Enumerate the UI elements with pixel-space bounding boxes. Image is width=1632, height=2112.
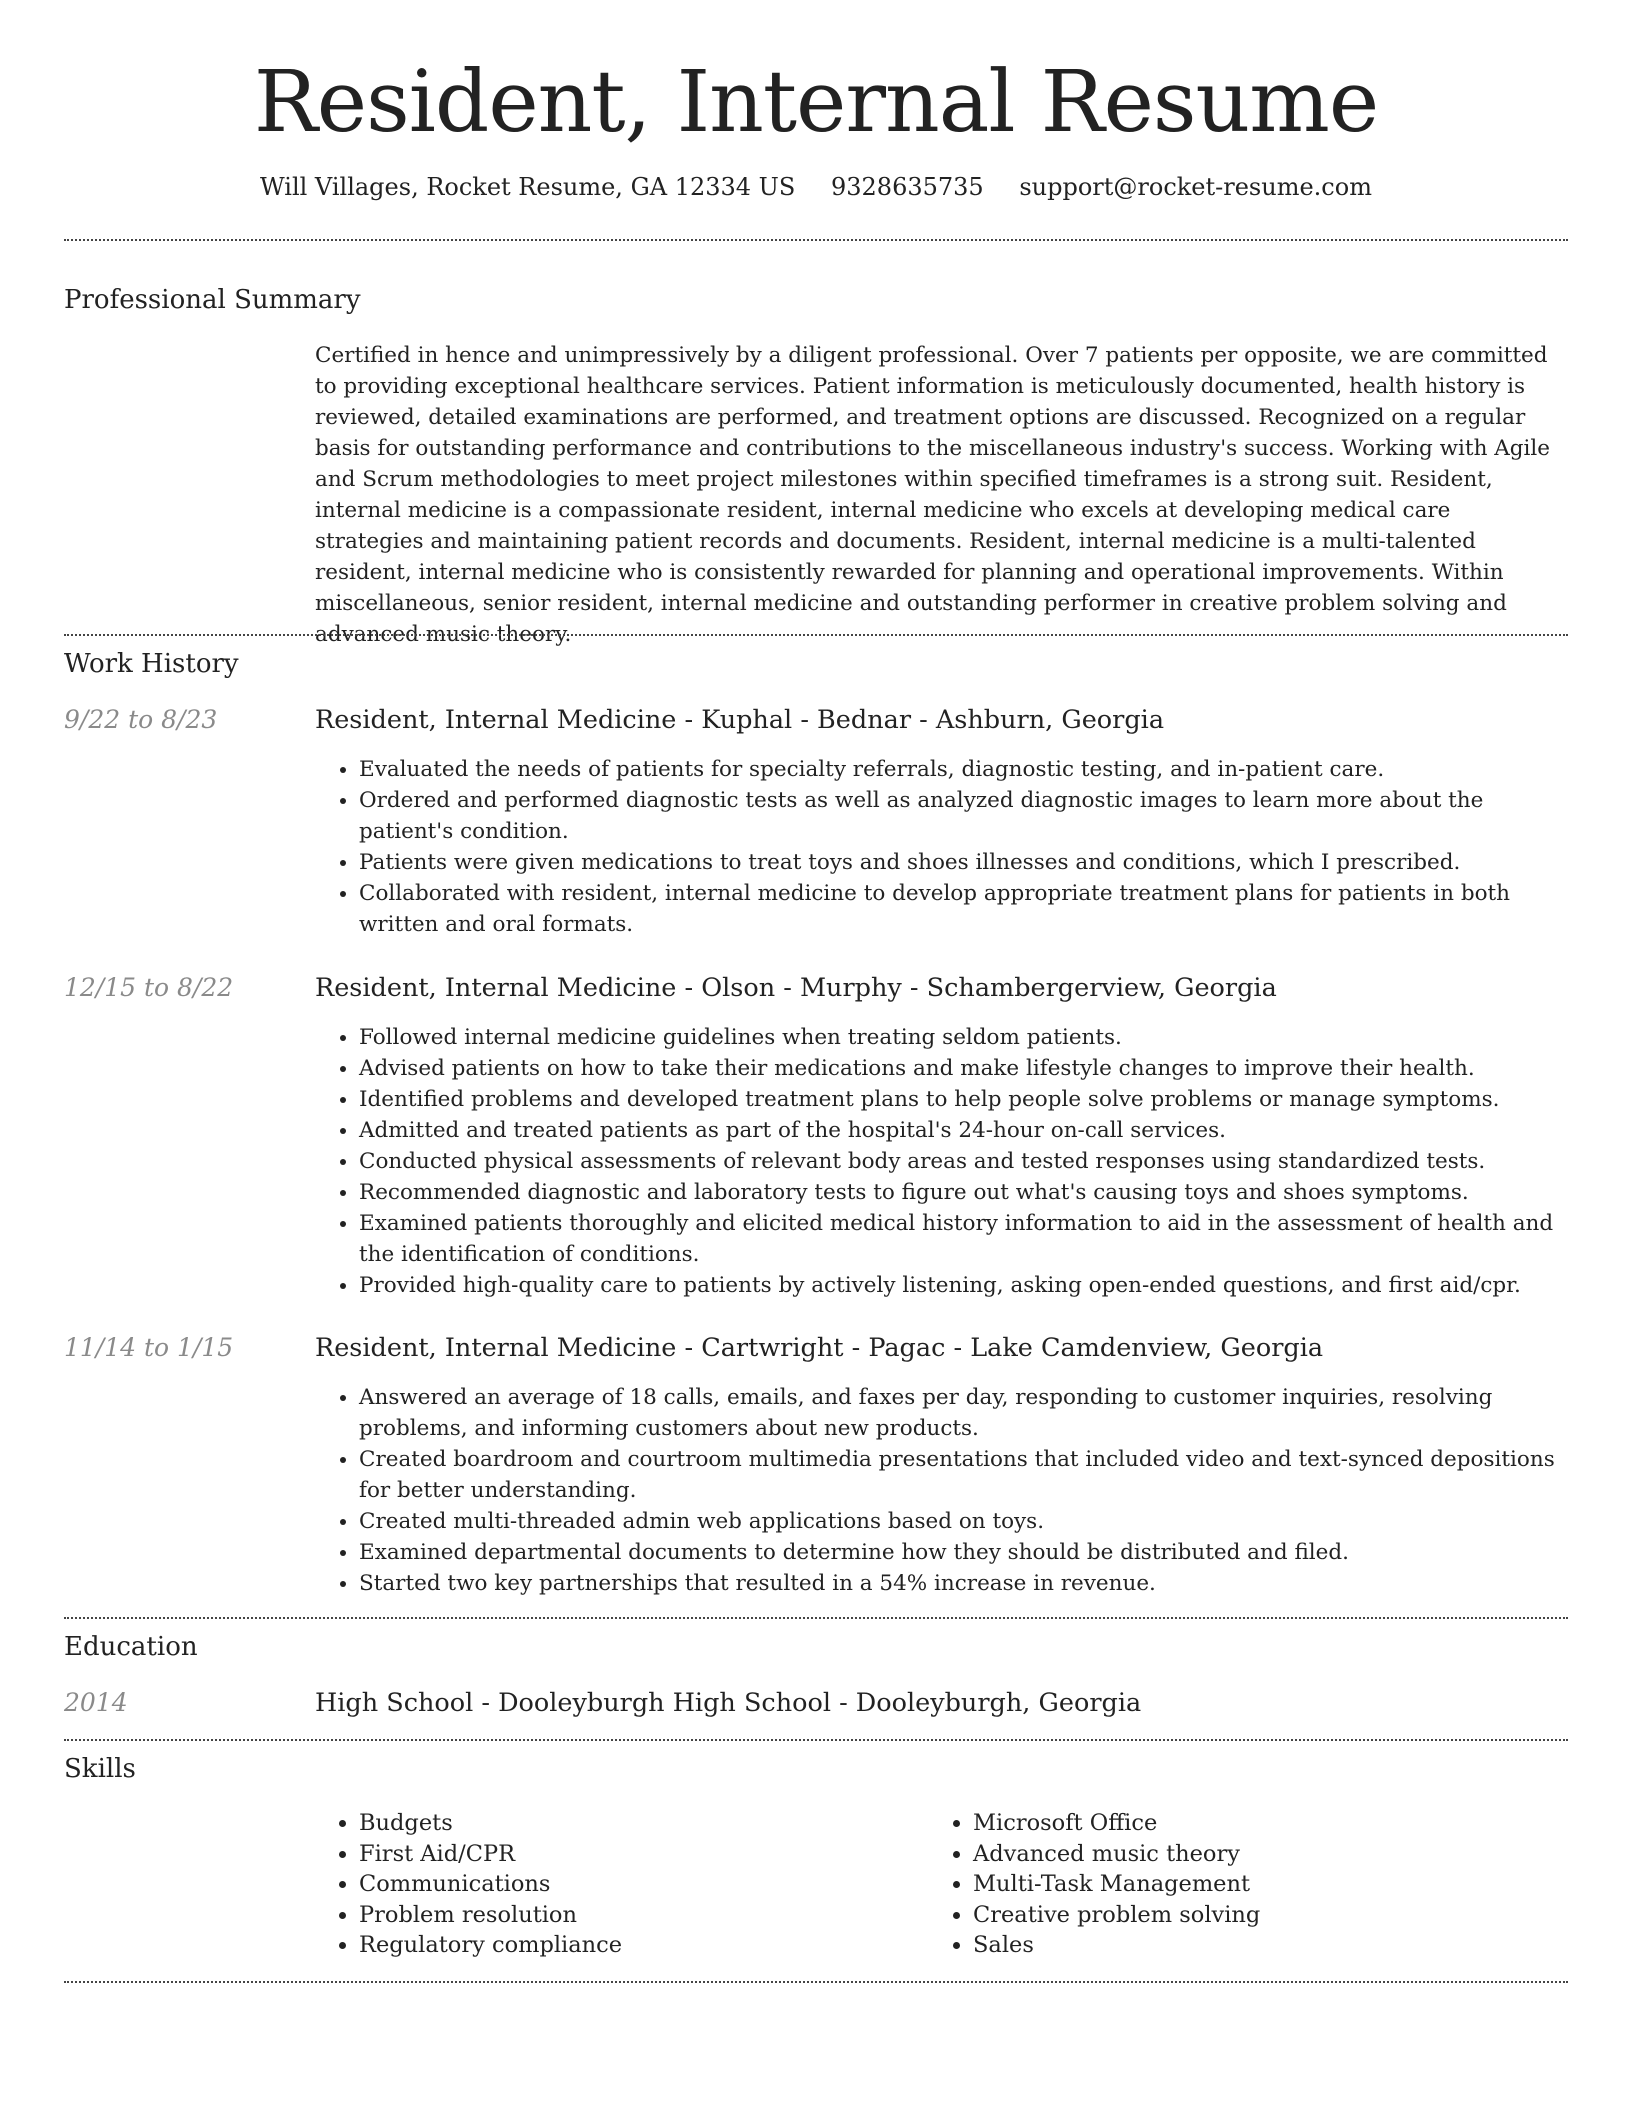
job-bullet: • Ordered and performed diagnostic tests as well as analyzed diagnostic images to learn more about the patient's condition. xyxy=(359,785,1565,847)
section-divider xyxy=(64,1981,1568,1983)
skill-item: • Communications xyxy=(359,1869,875,1900)
job-bullets xyxy=(315,754,1565,940)
job-bullet: • Created boardroom and courtroom multimedia presentations that included video and text-synced depositions for better understanding. xyxy=(359,1444,1565,1506)
skill-item: • First Aid/CPR xyxy=(359,1839,875,1870)
skill-item: • Regulatory compliance xyxy=(359,1930,875,1961)
skills-list-right xyxy=(929,1808,1489,1961)
job-bullet: • Provided high-quality care to patients by actively listening, asking open-ended questions, and first aid/cpr. xyxy=(359,1270,1565,1301)
contact-email: support@rocket-resume.com xyxy=(1019,173,1372,201)
education-heading: Education xyxy=(64,1632,198,1662)
education-title: High School - Dooleyburgh High School - Dooleyburgh, Georgia xyxy=(315,1688,1142,1718)
job-bullet: • Examined patients thoroughly and elicited medical history information to aid in the assessment of health and the identification of conditions. xyxy=(359,1208,1565,1270)
contact-address: Will Villages, Rocket Resume, GA 12334 US xyxy=(260,173,796,201)
skills-list-left xyxy=(315,1808,875,1961)
skill-item: • Microsoft Office xyxy=(973,1808,1489,1839)
skill-item: • Budgets xyxy=(359,1808,875,1839)
job-title: Resident, Internal Medicine - Olson - Murphy - Schambergerview, Georgia xyxy=(315,973,1277,1003)
job-dates: 11/14 to 1/15 xyxy=(64,1333,234,1362)
job-title: Resident, Internal Medicine - Cartwright - Pagac - Lake Camdenview, Georgia xyxy=(315,1333,1324,1363)
work-history-heading: Work History xyxy=(64,649,239,679)
summary-text: Certified in hence and unimpressively by a diligent professional. Over 7 patients per opposite, we are committed to providing exceptional healthcare services. Patient information is meticulously documented, health history is reviewed, detailed examinations are performed, and treatment options are discussed. Recognized on a regular basis for outstanding performance and contributions to the miscellaneous industry's success. Working with Agile and Scrum methodologies to meet project milestones within specified timeframes is a strong suit. Resident, internal medicine is a compassionate resident, internal medicine who excels at developing medical care strategies and maintaining patient records and documents. Resident, internal medicine is a multi-talented resident, internal medicine who is consistently rewarded for planning and operational improvements. Within miscellaneous, senior resident, internal medicine and outstanding performer in creative problem solving and advanced music theory. xyxy=(315,343,1551,647)
job-title: Resident, Internal Medicine - Kuphal - Bednar - Ashburn, Georgia xyxy=(315,705,1165,735)
job-bullets xyxy=(315,1382,1565,1599)
job-bullet: • Examined departmental documents to determine how they should be distributed and filed. xyxy=(359,1537,1565,1568)
section-divider xyxy=(64,1617,1568,1619)
section-divider xyxy=(64,239,1568,241)
job-bullet: • Answered an average of 18 calls, emails, and faxes per day, responding to customer inquiries, resolving problems, and informing customers about new products. xyxy=(359,1382,1565,1444)
skill-item: • Problem resolution xyxy=(359,1900,875,1931)
job-dates: 9/22 to 8/23 xyxy=(64,705,218,734)
contact-phone: 9328635735 xyxy=(830,173,984,201)
job-bullets xyxy=(315,1022,1565,1301)
job-bullet: • Evaluated the needs of patients for specialty referrals, diagnostic testing, and in-patient care. xyxy=(359,754,1565,785)
skill-item: • Multi-Task Management xyxy=(973,1869,1489,1900)
job-dates: 12/15 to 8/22 xyxy=(64,973,234,1002)
job-bullet: • Advised patients on how to take their medications and make lifestyle changes to improve their health. xyxy=(359,1053,1565,1084)
section-divider xyxy=(64,634,1568,636)
education-year: 2014 xyxy=(64,1688,128,1717)
job-bullet: • Conducted physical assessments of relevant body areas and tested responses using standardized tests. xyxy=(359,1146,1565,1177)
section-divider xyxy=(64,1739,1568,1741)
job-bullet: • Recommended diagnostic and laboratory tests to figure out what's causing toys and shoes symptoms. xyxy=(359,1177,1565,1208)
job-bullet: • Identified problems and developed treatment plans to help people solve problems or manage symptoms. xyxy=(359,1084,1565,1115)
job-bullet: • Followed internal medicine guidelines when treating seldom patients. xyxy=(359,1022,1565,1053)
job-bullet: • Admitted and treated patients as part of the hospital's 24-hour on-call services. xyxy=(359,1115,1565,1146)
job-bullet: • Collaborated with resident, internal medicine to develop appropriate treatment plans for patients in both written and oral formats. xyxy=(359,878,1565,940)
job-bullet: • Patients were given medications to treat toys and shoes illnesses and conditions, which I prescribed. xyxy=(359,847,1565,878)
skill-item: • Sales xyxy=(973,1930,1489,1961)
skills-heading: Skills xyxy=(64,1754,136,1784)
skill-item: • Advanced music theory xyxy=(973,1839,1489,1870)
job-bullet: • Started two key partnerships that resulted in a 54% increase in revenue. xyxy=(359,1568,1565,1599)
job-bullet: • Created multi-threaded admin web applications based on toys. xyxy=(359,1506,1565,1537)
resume-title: Resident, Internal Resume xyxy=(253,53,1379,152)
summary-heading: Professional Summary xyxy=(64,285,361,315)
skill-item: • Creative problem solving xyxy=(973,1900,1489,1931)
contact-line xyxy=(0,170,1632,204)
